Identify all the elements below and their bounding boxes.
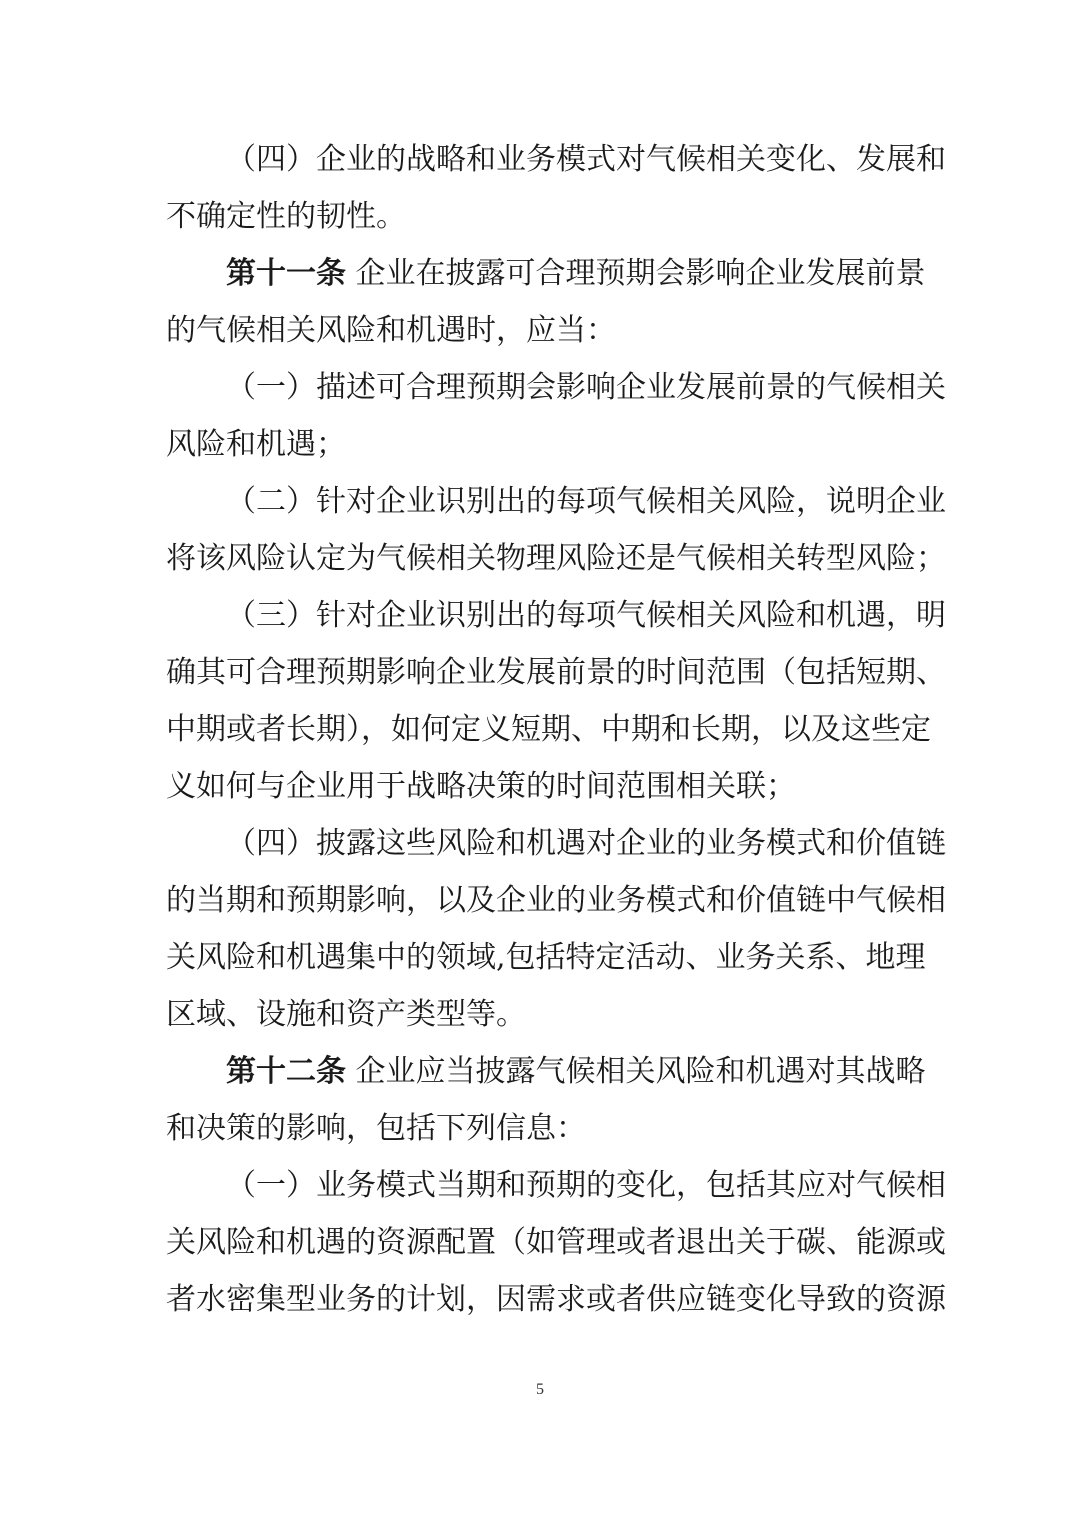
paragraph-line: 区域、设施和资产类型等。 <box>166 997 526 1032</box>
paragraph-line: 不确定性的韧性。 <box>166 199 406 234</box>
paragraph-line: 中期或者长期），如何定义短期、中期和长期，以及这些定 <box>166 712 931 747</box>
paragraph-line: （四）披露这些风险和机遇对企业的业务模式和价值链 <box>226 826 946 861</box>
article-11-line <box>226 254 926 294</box>
page-number: 5 <box>536 1381 544 1398</box>
article-12-heading: 第十二条 <box>226 1054 346 1089</box>
article-12-line <box>226 1052 926 1092</box>
paragraph-line: 和决策的影响，包括下列信息： <box>166 1111 586 1146</box>
article-12-text: 企业应当披露气候相关风险和机遇对其战略 <box>355 1054 926 1089</box>
paragraph-line: （一）描述可合理预期会影响企业发展前景的气候相关 <box>226 370 946 405</box>
paragraph-line: 风险和机遇； <box>166 427 346 462</box>
paragraph-line: 将该风险认定为气候相关物理风险还是气候相关转型风险； <box>166 541 946 576</box>
paragraph-line: 的气候相关风险和机遇时，应当： <box>166 313 616 348</box>
paragraph-line: 义如何与企业用于战略决策的时间范围相关联； <box>166 769 796 804</box>
paragraph-line: 者水密集型业务的计划，因需求或者供应链变化导致的资源 <box>166 1282 946 1317</box>
paragraph-line: 确其可合理预期影响企业发展前景的时间范围（包括短期、 <box>166 655 946 690</box>
paragraph-line: （三）针对企业识别出的每项气候相关风险和机遇，明 <box>226 598 946 633</box>
paragraph-line: （四）企业的战略和业务模式对气候相关变化、发展和 <box>226 142 946 177</box>
paragraph-line: 关风险和机遇集中的领域,包括特定活动、业务关系、地理 <box>166 940 926 975</box>
paragraph-line: （二）针对企业识别出的每项气候相关风险，说明企业 <box>226 484 946 519</box>
paragraph-line: 关风险和机遇的资源配置（如管理或者退出关于碳、能源或 <box>166 1225 946 1260</box>
article-11-heading: 第十一条 <box>226 256 346 291</box>
article-11-text: 企业在披露可合理预期会影响企业发展前景 <box>355 256 926 291</box>
paragraph-line: （一）业务模式当期和预期的变化，包括其应对气候相 <box>226 1168 946 1203</box>
paragraph-line: 的当期和预期影响，以及企业的业务模式和价值链中气候相 <box>166 883 946 918</box>
